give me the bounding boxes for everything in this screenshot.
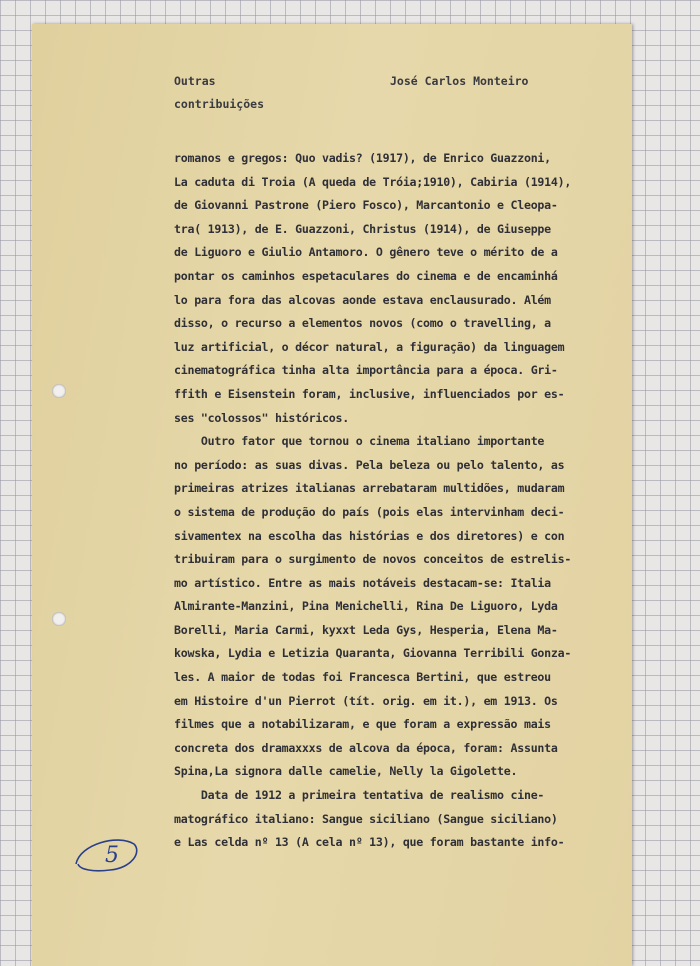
text-line: disso, o recurso a elementos novos (como o travelling, a [174,316,551,331]
author-name: José Carlos Monteiro [390,74,529,88]
text-line: de Liguoro e Giulio Antamoro. O gênero teve o mérito de a [174,245,558,260]
text-line: e Las celda nº 13 (A cela nº 13), que foram bastante info- [174,835,565,850]
page-number-text: 5 [105,843,119,868]
text-line: concreta dos dramaxxxs de alcova da época, foram: Assunta [174,740,558,755]
text-line: ses "colossos" históricos. [174,410,349,425]
text-line: no período: as suas divas. Pela beleza ou pelo talento, as [174,457,565,472]
text-line: romanos e gregos: Quo vadis? (1917), de Enrico Guazzoni, [174,151,551,165]
handwritten-page-number [72,830,142,874]
text-line: ffith e Eisenstein foram, inclusive, influenciados por es- [174,386,565,401]
text-line: tribuiram para o surgimento de novos conceitos de estrelis- [174,552,572,567]
text-line: luz artificial, o décor natural, a figuração) da linguagem [174,339,565,354]
text-line: tra( 1913), de E. Guazzoni, Christus (1914), de Giuseppe [174,221,551,236]
section-heading [174,70,264,116]
typewritten-page [32,24,632,966]
punch-hole [52,384,66,398]
text-line: filmes que a notabilizaram, e que foram a expressão mais [174,717,551,732]
text-line: mo artístico. Entre as mais notáveis destacam-se: Italia [174,575,551,590]
text-line: matográfico italiano: Sangue siciliano (Sangue siciliano) [174,811,558,826]
text-line: La caduta di Troia (A queda de Tróia;1910), Cabiria (1914), [174,174,572,189]
text-line: les. A maior de todas foi Francesca Bertini, que estreou [174,670,551,685]
section-line-2: contribuições [174,97,265,111]
text-line: cinematográfica tinha alta importância para a época. Gri- [174,363,558,378]
section-line-1: Outras [174,74,216,88]
text-line: o sistema de produção do país (pois elas intervinham deci- [174,504,565,519]
body-text [174,147,634,855]
text-line: Almirante-Manzini, Pina Menichelli, Rina De Liguoro, Lyda [174,599,558,614]
text-line: lo para fora das alcovas aonde estava enclausurado. Além [174,292,551,307]
text-line: kowska, Lydia e Letizia Quaranta, Giovanna Terribili Gonza- [174,646,572,661]
text-line: Borelli, Maria Carmi, kyxxt Leda Gys, Hesperia, Elena Ma- [174,622,558,637]
text-line: Data de 1912 a primeira tentativa de realismo cine- [174,788,545,803]
text-line: pontar os caminhos espetaculares do cinema e de encaminhá [174,268,558,283]
text-line: de Giovanni Pastrone (Piero Fosco), Marcantonio e Cleopa- [174,198,558,213]
text-line: Spina,La signora dalle camelie, Nelly la Gigolette. [174,764,518,779]
punch-hole [52,612,66,626]
text-line: primeiras atrizes italianas arrebataram multidões, mudaram [174,481,565,496]
text-line: Outro fator que tornou o cinema italiano importante [174,434,545,449]
text-line: em Histoire d'un Pierrot (tít. orig. em it.), em 1913. Os [174,693,558,708]
text-line: sivamentex na escolha das histórias e dos diretores) e con [174,528,565,543]
